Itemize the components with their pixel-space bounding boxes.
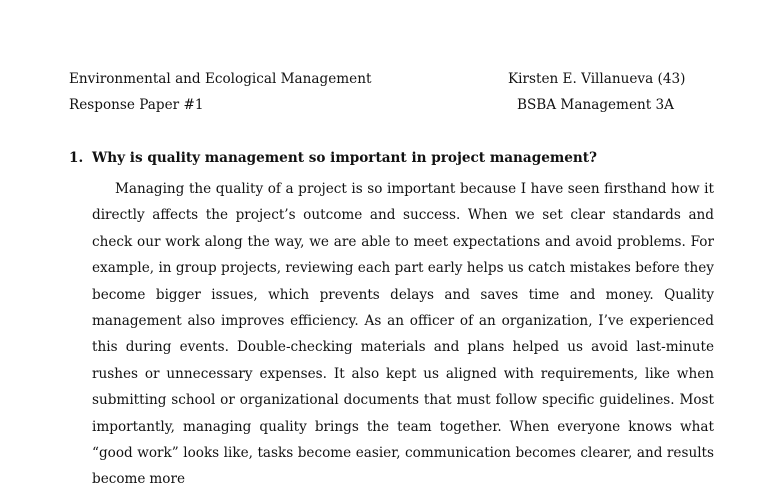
- student-program: BSBA Management 3A: [517, 97, 674, 113]
- question-number: 1.: [69, 150, 84, 166]
- answer-paragraph: Managing the quality of a project is so important because I have seen firsthand how it directly affects the project’s outcome and success. When we set clear standards and check our work along the way, we are able to meet expectations and avoid problems. For example, in group projects, reviewing each part early helps us catch mistakes before they become bigger issues, which prevents delays and saves time and money. Quality management also improves efficiency. As an officer of an organization, I’ve experienced this during events. Double-checking materials and plans helped us avoid last-minute rushes or unnecessary expenses. It also kept us aligned with requirements, like when submitting school or organizational documents that must follow specific guidelines. Most importantly, managing quality brings the team together. When everyone knows what “good work” looks like, tasks become easier, communication becomes clearer, and results become more: [92, 181, 714, 488]
- question-text: Why is quality management so important in project management?: [92, 150, 598, 166]
- student-name: Kirsten E. Villanueva (43): [508, 71, 686, 87]
- course-title: Environmental and Ecological Management: [69, 71, 372, 87]
- paper-title: Response Paper #1: [69, 97, 204, 113]
- question-heading: [69, 150, 597, 166]
